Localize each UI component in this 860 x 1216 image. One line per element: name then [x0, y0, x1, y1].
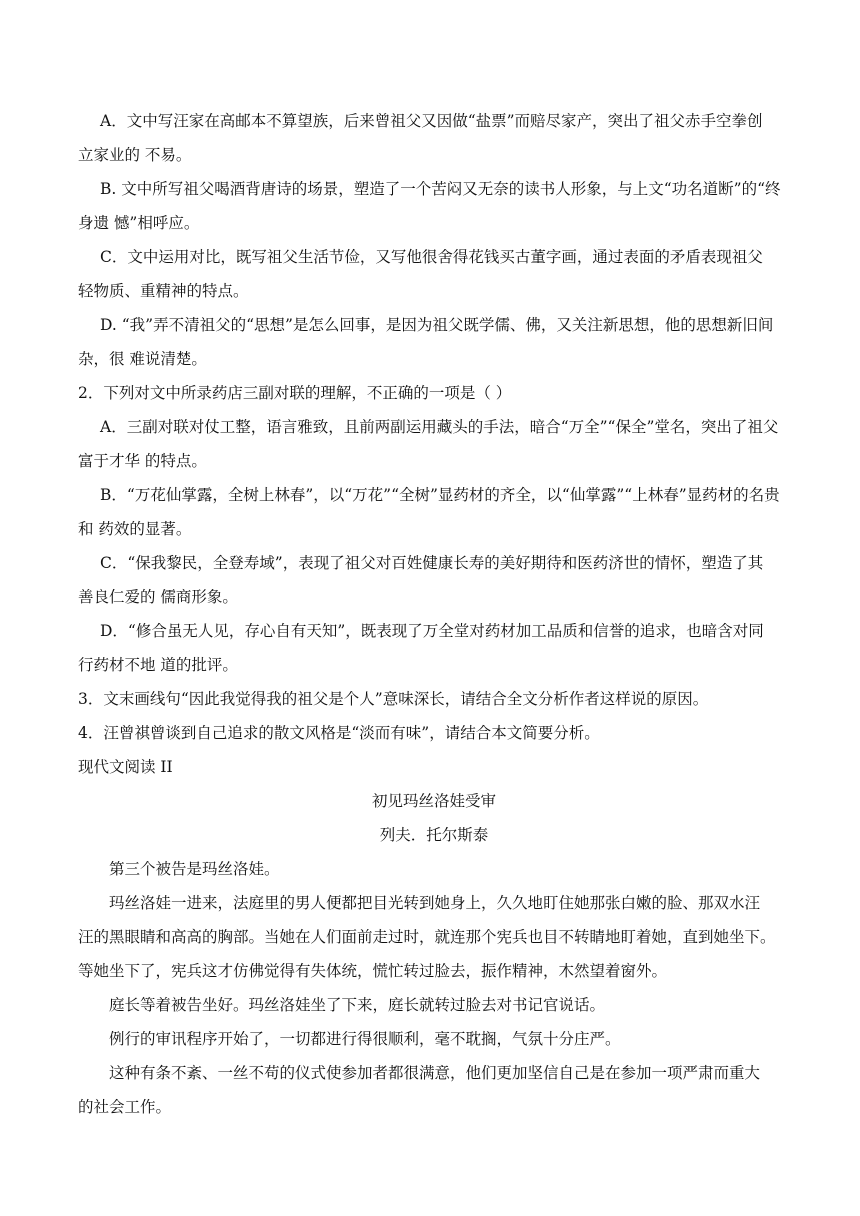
- q1-option-b: [78, 172, 790, 240]
- option-line: C．“保我黎民，全登寿域”，表现了祖父对百姓健康长寿的美好期待和医药济世的情怀，塑造了其: [100, 554, 764, 572]
- paragraph-line: 的社会工作。: [78, 1098, 172, 1116]
- q2-option-c: [78, 546, 790, 614]
- option-line: D．“修合虽无人见，存心自有天知”，既表现了万全堂对药材加工品质和信誉的追求，也暗含对同: [100, 622, 764, 640]
- option-line: 富于才华 的特点。: [78, 452, 207, 470]
- option-line: 杂，很 难说清楚。: [78, 350, 207, 368]
- article-title: 初见玛丝洛娃受审: [371, 792, 496, 810]
- q1-option-d: [78, 308, 790, 376]
- option-line: B. 文中所写祖父喝酒背唐诗的场景，塑造了一个苦闷又无奈的读书人形象，与上文“功名道断”的“终: [100, 180, 781, 198]
- question-4: 4．汪曾祺曾谈到自己追求的散文风格是“淡而有味”，请结合本文简要分析。: [78, 724, 600, 742]
- option-line: C．文中运用对比，既写祖父生活节俭，又写他很舍得花钱买古董字画，通过表面的矛盾表现祖父: [100, 248, 763, 266]
- option-line: 和 药效的显著。: [78, 520, 192, 538]
- q1-option-a: [78, 104, 790, 172]
- option-line: 轻物质、重精神的特点。: [78, 282, 249, 300]
- q1-option-c: [78, 240, 790, 308]
- article-paragraph: [78, 886, 790, 988]
- q2-option-a: [78, 410, 790, 478]
- article-paragraph: 例行的审讯程序开始了，一切都进行得很顺利，毫不耽搁，气氛十分庄严。: [109, 1030, 621, 1048]
- article-paragraph: 庭长等着被告坐好。玛丝洛娃坐了下来，庭长就转过脸去对书记官说话。: [109, 996, 606, 1014]
- option-line: 行药材不地 道的批评。: [78, 656, 238, 674]
- option-line: 身遗 憾”相呼应。: [78, 214, 200, 232]
- paragraph-line: 等她坐下了，宪兵这才仿佛觉得有失体统，慌忙转过脸去，振作精神，木然望着窗外。: [78, 962, 668, 980]
- article-author: 列夫．托尔斯泰: [379, 826, 489, 844]
- option-line: A．文中写汪家在高邮本不算望族，后来曾祖父又因做“盐票”而赔尽家产，突出了祖父赤手空拳创: [100, 112, 763, 130]
- paragraph-line: 这种有条不紊、一丝不苟的仪式使参加者都很满意，他们更加坚信自己是在参加一项严肃而重大: [109, 1064, 761, 1082]
- option-line: A．三副对联对仗工整，语言雅致，且前两副运用藏头的手法，暗合“万全”“保全”堂名，突出了祖父: [100, 418, 779, 436]
- option-line: 善良仁爱的 儒商形象。: [78, 588, 238, 606]
- section-heading: 现代文阅读 II: [78, 758, 173, 776]
- q2-option-b: [78, 478, 790, 546]
- paragraph-line: 玛丝洛娃一进来，法庭里的男人便都把目光转到她身上，久久地盯住她那张白嫩的脸、那双水汪: [109, 894, 761, 912]
- question-2-stem: 2．下列对文中所录药店三副对联的理解，不正确的一项是（ ）: [78, 384, 512, 402]
- question-3: 3．文末画线句“因此我觉得我的祖父是个人”意味深长，请结合全文分析作者这样说的原因。: [78, 690, 709, 708]
- option-line: B．“万花仙掌露，全树上林春”，以“万花”“全树”显药材的齐全，以“仙掌露”“上林春”显药材的名贵: [100, 486, 780, 504]
- option-line: D. “我”弄不清祖父的“思想”是怎么回事，是因为祖父既学儒、佛，又关注新思想，他的思想新旧间: [100, 316, 774, 334]
- option-line: 立家业的 不易。: [78, 146, 192, 164]
- article-paragraph: [78, 1056, 790, 1124]
- article-paragraph: 第三个被告是玛丝洛娃。: [109, 860, 280, 878]
- q2-option-d: [78, 614, 790, 682]
- paragraph-line: 汪的黑眼睛和高高的胸部。当她在人们面前走过时，就连那个宪兵也目不转睛地盯着她，直到她坐下。: [78, 928, 776, 946]
